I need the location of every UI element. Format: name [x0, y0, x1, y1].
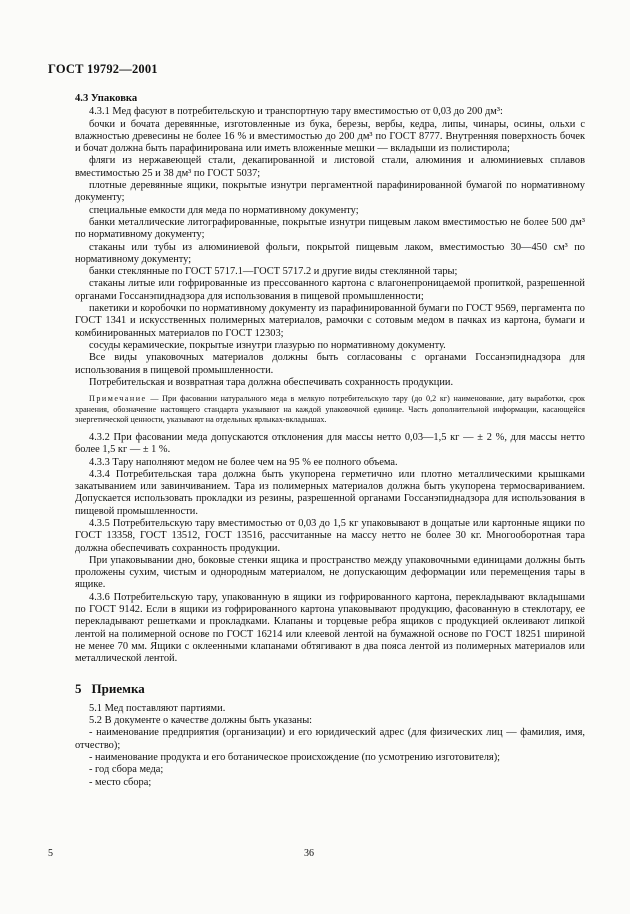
- paragraph-4-3-6: 4.3.6 Потребительскую тару, упакованную в ящики из гофрированного картона, перекладывают вкладышами по ГОСТ 9142. Если в ящики из гофрированного картона упаковывают продукцию, фасованную в стеклотару, ее перекладывают решетками и прокладками. Клапаны и торцевые ребра ящиков с продукцией оклеивают липкой лентой на полимерной основе по ГОСТ 16214 или клеевой лентой на бумажной основе по ГОСТ 18251 шириной не менее 70 мм. Ящики с оклеенными клапанами обтягивают в два пояса лентой из полимерных материалов или металлической лентой.: [75, 591, 585, 665]
- list-item: банки стеклянные по ГОСТ 5717.1—ГОСТ 5717.2 и другие виды стеклянной тары;: [89, 266, 458, 278]
- list-item: - место сбора;: [89, 776, 152, 788]
- paragraph-4-3-3: 4.3.3 Тару наполняют медом не более чем на 95 % ее полного объема.: [89, 456, 398, 468]
- list-item: - год сбора меда;: [89, 764, 164, 776]
- list-item: плотные деревянные ящики, покрытые изнутри пергаментной парафинированной бумагой по нормативному документу;: [75, 180, 585, 204]
- list-item: сосуды керамические, покрытые изнутри глазурью по нормативному документу.: [89, 339, 446, 351]
- document-header: ГОСТ 19792—2001: [48, 62, 158, 76]
- document-body: [75, 93, 585, 789]
- list-item: Все виды упаковочных материалов должны быть согласованы с органами Госсанэпиднадзора для использования в пищевой промышленности.: [75, 352, 585, 376]
- note-text: — При фасовании натурального меда в мелкую потребительскую тару (до 0,2 кг) наименование, дату выработки, срок хранения, обозначение настоящего стандарта указывают на каждой упаковочной единице. Часть дополнительной информации, касающейся энергетической ценности, указывают на отдельных ярлыках-вкладышах.: [75, 394, 585, 425]
- list-item: пакетики и коробочки по нормативному документу из парафинированной бумаги по ГОСТ 9569, пергамента по ГОСТ 1341 и искусственных полимерных материалов, рамочки с сотовым медом в пачках из картона, бумаги и комбинированных материалов по ГОСТ 12303;: [75, 303, 585, 339]
- list-item: фляги из нержавеющей стали, декапированной и листовой стали, алюминия и алюминиевых сплавов вместимостью 25 и 38 дм³ по ГОСТ 5037;: [75, 155, 585, 179]
- section-title: Приемка: [91, 680, 145, 696]
- page-marker-left: 5: [48, 848, 53, 859]
- list-item: - наименование предприятия (организации) и его юридический адрес (для физических лиц — фамилия, имя, отчество);: [75, 727, 585, 751]
- list-item: стаканы литые или гофрированные из прессованного картона с влагонепроницаемой пропиткой, разрешенной органами Госсанэпиднадзора для использования в пищевой промышленности;: [75, 278, 585, 302]
- paragraph-4-3-4: 4.3.4 Потребительская тара должна быть укупорена герметично или плотно металлическими крышками закатыванием или завинчиванием. Тара из полимерных материалов должна быть укупорена термосвариванием. Допускается использовать прокладки из резины, разрешенной органами Госсанэпиднадзора для использования в пищевой промышленности.: [75, 468, 585, 517]
- section-number: 5: [75, 680, 82, 696]
- note-label: Примечание: [89, 394, 147, 404]
- list-item: - наименование продукта и его ботаническое происхождение (по усмотрению изготовителя);: [89, 752, 501, 764]
- note: [75, 394, 585, 426]
- paragraph-4-3-2: 4.3.2 При фасовании меда допускаются отклонения для массы нетто 0,03—1,5 кг — ± 2 %, для массы нетто более 1,5 кг — ± 1 %.: [75, 431, 585, 456]
- list-item: стаканы или тубы из алюминиевой фольги, покрытой пищевым лаком, вместимостью 30—450 см³ по нормативному документу;: [75, 241, 585, 265]
- paragraph-5-2: 5.2 В документе о качестве должны быть указаны:: [89, 715, 313, 727]
- list-item: специальные емкости для меда по нормативному документу;: [89, 204, 359, 216]
- paragraph-5-1: 5.1 Мед поставляют партиями.: [89, 702, 226, 714]
- paragraph-4-3-5: 4.3.5 Потребительскую тару вместимостью от 0,03 до 1,5 кг упаковывают в дощатые или картонные ящики по ГОСТ 13358, ГОСТ 13512, ГОСТ 13516, рассчитанные на массу нетто не более 30 кг. Многооборотная тара должна обеспечивать сохранность продукции.: [75, 517, 585, 554]
- section-heading-5: [75, 680, 585, 696]
- paragraph-4-3-1: 4.3.1 Мед фасуют в потребительскую и транспортную тару вместимостью от 0,03 до 200 дм³:: [89, 106, 503, 118]
- section-heading-4-3: 4.3 Упаковка: [75, 93, 138, 104]
- paragraph-4-3-5-cont: При упаковывании дно, боковые стенки ящика и пространство между упаковочными единицами должны быть проложены сухим, чистым и однородным материалом, не допускающим деформации или перемещения тары в ящике.: [75, 554, 585, 591]
- list-item: банки металлические литографированные, покрытые изнутри пищевым лаком вместимостью не более 500 дм³ по нормативному документу;: [75, 216, 585, 241]
- page-number: 36: [304, 848, 314, 859]
- list-item: бочки и бочата деревянные, изготовленные из бука, березы, вербы, кедра, липы, чинары, осины, ольхи с влажностью древесины не более 16 % и вместимостью до 200 дм³ по ГОСТ 8777. Внутренняя поверхность бочек и бочат должна быть парафинирована или иметь вложенные мешки — вкладыши из полистирола;: [75, 118, 585, 155]
- list-item: Потребительская и возвратная тара должна обеспечивать сохранность продукции.: [89, 376, 454, 388]
